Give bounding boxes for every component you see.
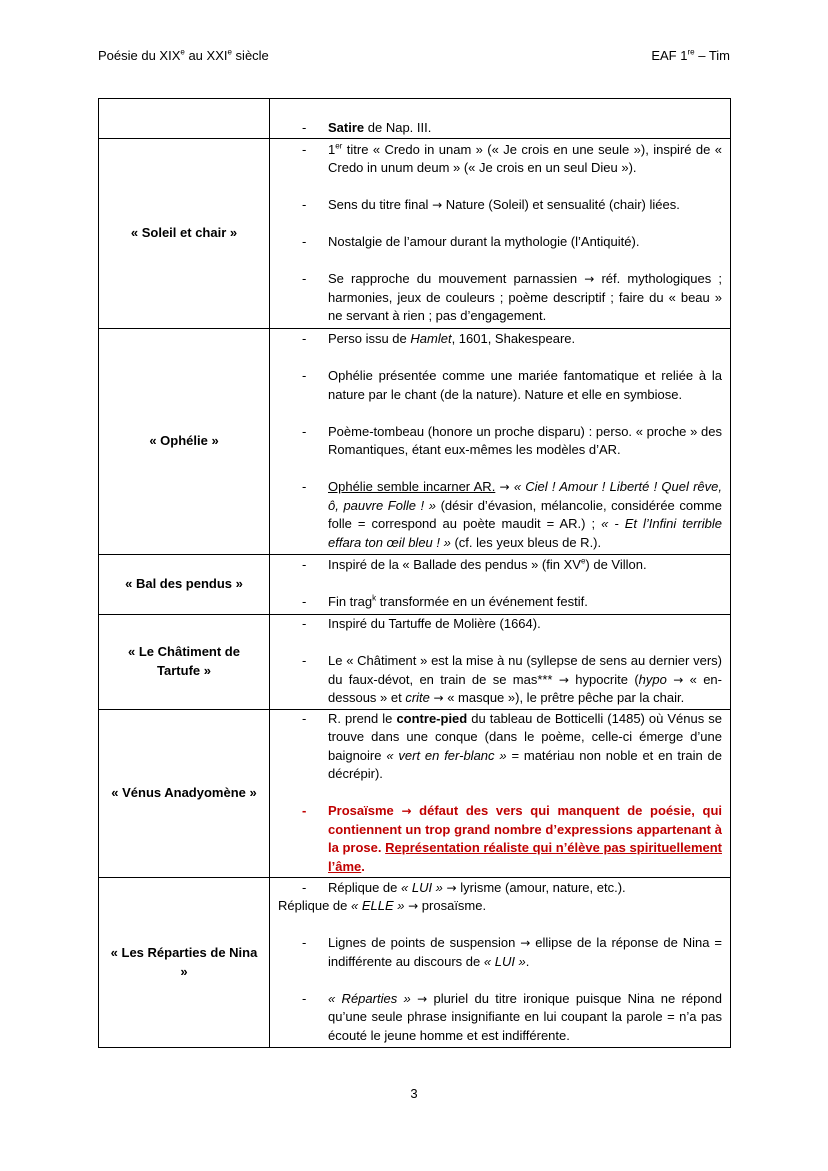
page-header-right: EAF 1re – Tim (651, 47, 730, 63)
bullet-item: - « Réparties » → pluriel du titre ironique puisque Nina ne répond qu’une seule phrase insignifiante en lui coupant la parole = n’a pas écouté le jeune homme et est indifférente. (302, 990, 722, 1043)
poems-table (98, 98, 731, 1048)
poem-title-cell: « Les Réparties de Nina » (99, 878, 270, 1048)
table-row (99, 555, 731, 615)
poem-title-cell: « Bal des pendus » (99, 555, 270, 615)
bullet-item: - Le « Châtiment » est la mise à nu (syllepse de sens au dernier vers) du faux-dévot, en train de se mas*** → hypocrite (hypo → « en-dessous » et crite → « masque »), le prêtre pêche par la chair. (302, 653, 722, 705)
poem-title-cell: « Le Châtiment de Tartufe » (99, 615, 270, 710)
table-row (99, 709, 731, 878)
table-row (99, 878, 731, 1048)
arrow-right-icon: → (401, 804, 412, 818)
table-row (99, 329, 731, 555)
bullet-item: - 1er titre « Credo in unam » (« Je crois en une seule »), inspiré de « Credo in unum deum » (« Je crois en un seul Dieu »). (302, 141, 722, 175)
arrow-right-icon: → (520, 936, 531, 951)
notes-cell (270, 878, 731, 1048)
bullet-item: - Prosaïsme → défaut des vers qui manquent de poésie, qui contiennent un trop grand nombre d’expressions appartenant à la prose. Représentation réaliste qui n’élève pas spirituellement l’âme. (302, 803, 723, 874)
table-row (99, 139, 731, 329)
bullet-item: - Inspiré du Tartuffe de Molière (1664). (302, 616, 541, 631)
notes-cell (270, 139, 731, 329)
bullet-item: - Lignes de points de suspension → ellipse de la réponse de Nina = indifférente au discours de « LUI ». (302, 935, 723, 969)
poem-title-cell: « Vénus Anadyomène » (99, 709, 270, 878)
arrow-right-icon: → (432, 198, 443, 212)
bullet-item: - Réplique de « LUI » → lyrisme (amour, nature, etc.). (302, 879, 626, 895)
bullet-item: - Satire de Nap. III. (302, 119, 432, 135)
bullet-item: - Ophélie semble incarner AR. → « Ciel ! Amour ! Liberté ! Quel rêve, ô, pauvre Folle ! » (désir d’évasion, mélancolie, considérée comme folle = correspond au poète maudit = AR.) ; « - Et l’Infini terrible effara ton œil bleu ! » (cf. les yeux bleus de R.). (302, 479, 723, 550)
bullet-item: - Perso issu de Hamlet, 1601, Shakespeare. (302, 331, 576, 346)
notes-cell (270, 615, 731, 710)
bullet-item: - Inspiré de la « Ballade des pendus » (fin XVe) de Villon. (302, 556, 647, 573)
arrow-right-icon: → (417, 991, 428, 1006)
poem-title-cell (99, 99, 270, 139)
bullet-item: - R. prend le contre-pied du tableau de Botticelli (1485) où Vénus se trouve dans une conque (dans le poème, celle-ci émerge d’une baignoire « vert en fer-blanc » = matériau non noble et en train de décrépir). (302, 710, 722, 781)
arrow-right-icon: → (499, 480, 510, 494)
table-row (99, 615, 731, 710)
page-number: 3 (410, 1086, 418, 1101)
arrow-right-icon: → (584, 272, 595, 286)
arrow-right-icon: → (433, 691, 444, 705)
page-header-left: Poésie du XIXe au XXIe siècle (98, 47, 269, 63)
poem-title-cell: « Ophélie » (99, 329, 270, 555)
bullet-item: - Sens du titre final → Nature (Soleil) et sensualité (chair) liées. (302, 197, 680, 212)
arrow-right-icon: → (408, 899, 419, 914)
bullet-item: - Ophélie présentée comme une mariée fantomatique et reliée à la nature par le chant (de la nature). Nature et elle en symbiose. (302, 368, 722, 402)
notes-cell (270, 555, 731, 615)
notes-cell (270, 99, 731, 139)
arrow-right-icon: → (558, 672, 569, 687)
arrow-right-icon: → (673, 672, 684, 687)
bullet-item: - Poème-tombeau (honore un proche disparu) : perso. « proche » des Romantiques, étant eux-mêmes les modèles d’AR. (302, 423, 722, 457)
poem-title-cell: « Soleil et chair » (99, 139, 270, 329)
bullet-item: - Nostalgie de l’amour durant la mythologie (l’Antiquité). (302, 234, 640, 249)
arrow-right-icon: → (446, 880, 457, 895)
table-row (99, 99, 731, 139)
notes-cell (270, 329, 731, 555)
bullet-item: - Se rapproche du mouvement parnassien → réf. mythologiques ; harmonies, jeux de couleurs ; poème descriptif ; faire du « beau » ne servant à rien ; pas d’engagement. (302, 271, 723, 323)
plain-line: Réplique de « ELLE » → prosaïsme. (278, 898, 487, 914)
notes-cell (270, 709, 731, 878)
bullet-item: - Fin trag$^k$ transformée en un événement festif. (302, 593, 588, 610)
